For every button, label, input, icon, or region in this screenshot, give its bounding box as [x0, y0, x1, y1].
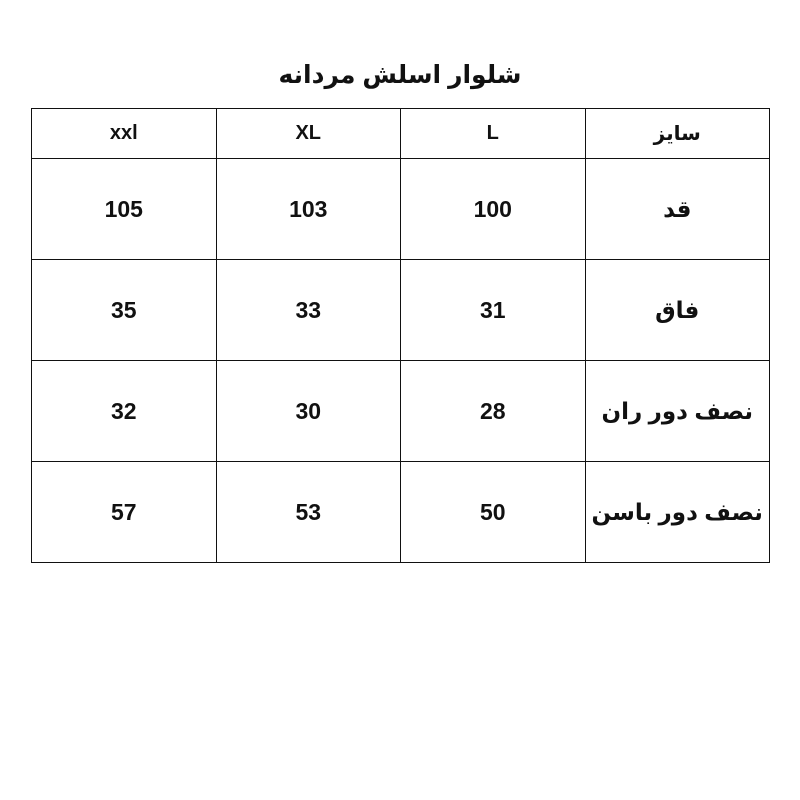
table-cell-value: 105: [32, 159, 217, 260]
page-title: شلوار اسلش مردانه: [278, 61, 522, 89]
table-row: [32, 159, 770, 260]
column-header-xxl: xxl: [32, 109, 217, 159]
row-label: قد: [585, 159, 770, 260]
table-row: [32, 462, 770, 563]
row-label: فاق: [585, 260, 770, 361]
table-header-row: [32, 109, 770, 159]
column-header-xl: XL: [216, 109, 401, 159]
column-header-l: L: [401, 109, 586, 159]
table-cell-value: 57: [32, 462, 217, 563]
table-cell-value: 35: [32, 260, 217, 361]
table-cell-value: 32: [32, 361, 217, 462]
table-row: [32, 361, 770, 462]
row-label: نصف دور باسن: [585, 462, 770, 563]
column-header-size: سایز: [585, 109, 770, 159]
size-chart-table: [31, 108, 770, 563]
table-cell-value: 50: [401, 462, 586, 563]
table-cell-value: 100: [401, 159, 586, 260]
table-cell-value: 103: [216, 159, 401, 260]
table-cell-value: 33: [216, 260, 401, 361]
table-cell-value: 30: [216, 361, 401, 462]
table-row: [32, 260, 770, 361]
table-cell-value: 28: [401, 361, 586, 462]
row-label: نصف دور ران: [585, 361, 770, 462]
table-cell-value: 53: [216, 462, 401, 563]
table-cell-value: 31: [401, 260, 586, 361]
